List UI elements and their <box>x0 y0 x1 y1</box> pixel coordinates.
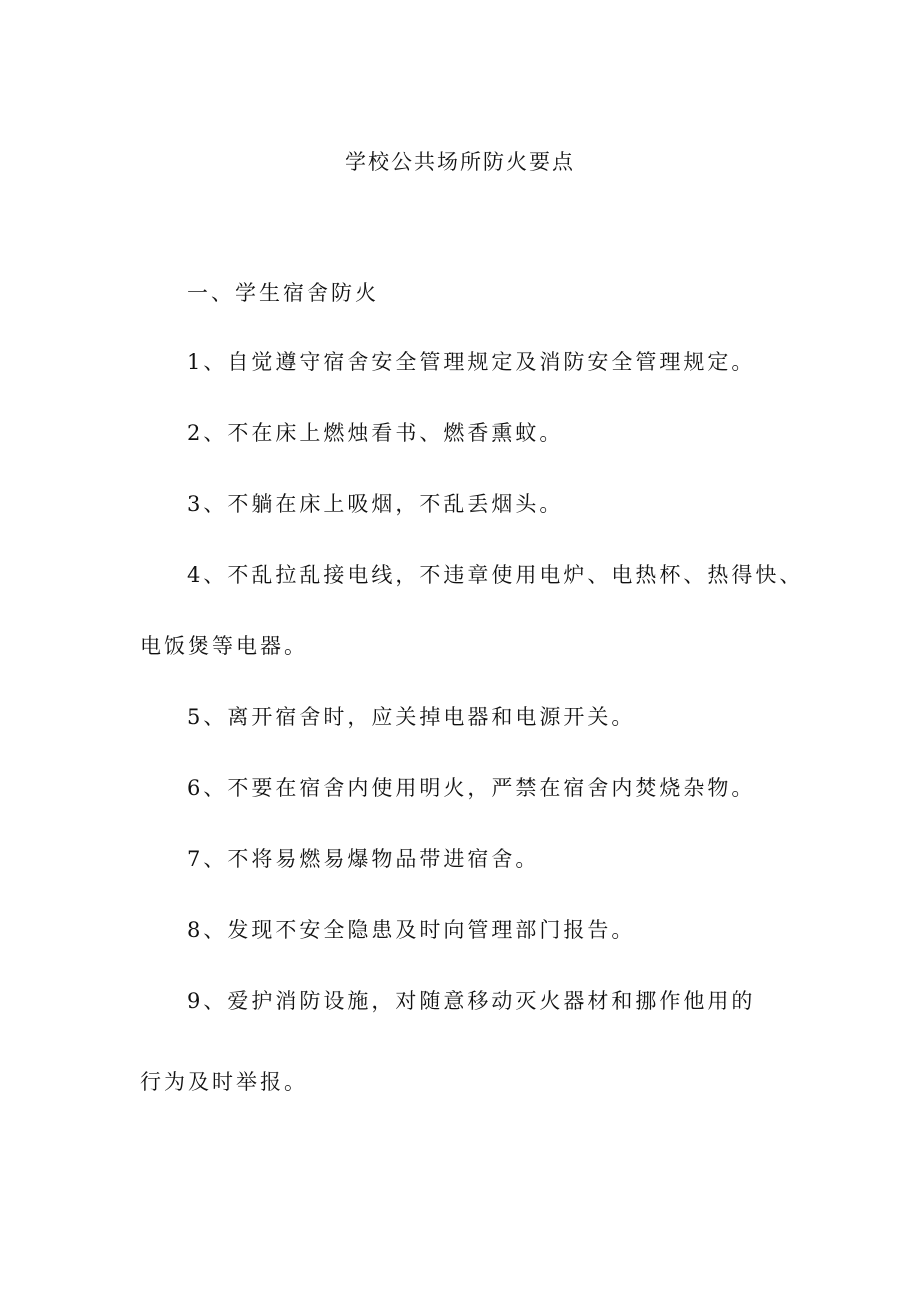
paragraph-line: 7、不将易燃易爆物品带进宿舍。 <box>187 847 540 871</box>
document-title: 学校公共场所防火要点 <box>345 150 575 174</box>
paragraph-line: 9、爱护消防设施，对随意移动灭火器材和挪作他用的 <box>187 989 756 1013</box>
paragraph-line: 2、不在床上燃烛看书、燃香熏蚊。 <box>187 421 564 445</box>
paragraph-line: 3、不躺在床上吸烟，不乱丢烟头。 <box>187 492 564 516</box>
paragraph-line: 8、发现不安全隐患及时向管理部门报告。 <box>187 918 636 942</box>
paragraph-line: 4、不乱拉乱接电线，不违章使用电炉、电热杯、热得快、 <box>187 563 804 587</box>
section-heading: 一、学生宿舍防火 <box>187 281 379 305</box>
paragraph-line: 1、自觉遵守宿舍安全管理规定及消防安全管理规定。 <box>187 350 756 374</box>
paragraph-line-continued: 行为及时举报。 <box>140 1070 308 1094</box>
paragraph-line: 5、离开宿舍时，应关掉电器和电源开关。 <box>187 705 636 729</box>
paragraph-line-continued: 电饭煲等电器。 <box>140 634 308 658</box>
paragraph-line: 6、不要在宿舍内使用明火，严禁在宿舍内焚烧杂物。 <box>187 776 756 800</box>
